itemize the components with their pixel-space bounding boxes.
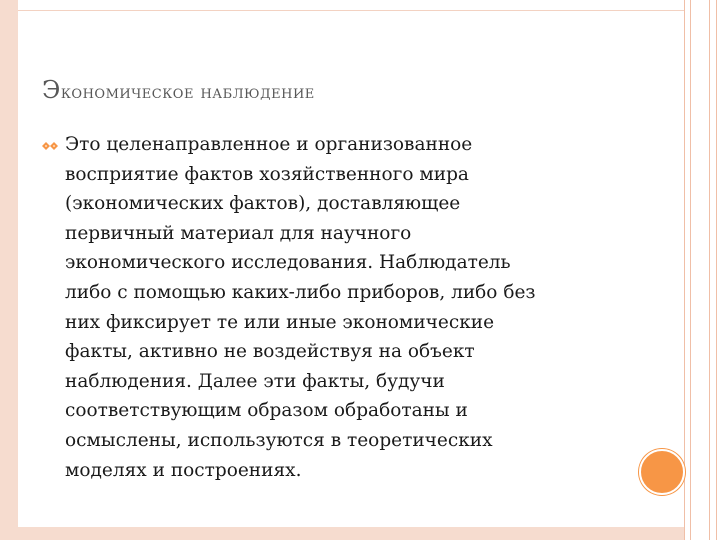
frame-bottom-bar: [0, 527, 720, 540]
orange-circle-icon: [639, 449, 685, 495]
text-line: либо с помощью каких-либо приборов, либо без: [65, 281, 536, 303]
text-line: осмыслены, используются в теоретических: [65, 429, 493, 451]
frame-line: [690, 0, 691, 540]
text-line: Это целенаправленное и организованное: [65, 134, 473, 155]
text-line: первичный материал для научного: [65, 222, 412, 244]
text-line: восприятие фактов хозяйственного мира: [65, 163, 469, 185]
frame-line: [709, 0, 710, 540]
text-line: экономического исследования. Наблюдатель: [65, 252, 511, 274]
text-line: факты, активно не воздействуя на объект: [65, 341, 475, 363]
bullet-text: [65, 130, 665, 485]
text-line: наблюдения. Далее эти факты, будучи: [65, 370, 445, 392]
diamond-bullet-icon: [41, 141, 59, 151]
text-line: (экономических фактов), доставляющее: [65, 193, 461, 215]
frame-left-bar: [0, 0, 18, 540]
text-line: них фиксирует те или иные экономические: [65, 311, 495, 333]
frame-line: [684, 0, 685, 540]
frame-line: [716, 0, 717, 540]
slide-title-rest: кономическое наблюдение: [60, 81, 315, 103]
text-line: соответствующим образом обработаны и: [65, 400, 468, 422]
slide-title: [42, 76, 315, 104]
slide-title-initial: Э: [42, 76, 61, 104]
text-line: моделях и построениях.: [65, 459, 302, 481]
